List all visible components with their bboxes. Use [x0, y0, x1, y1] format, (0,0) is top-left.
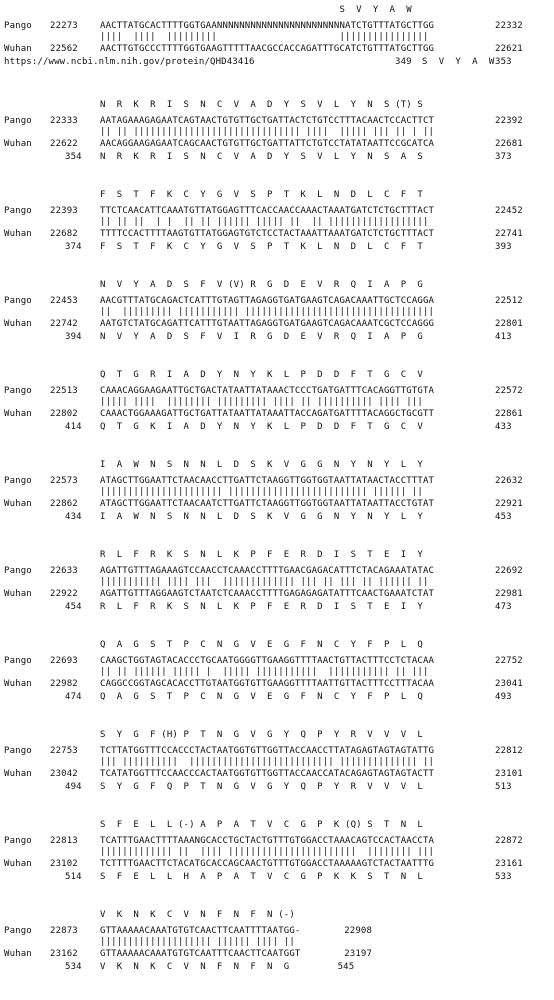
- query-sequence: AACTTATGCACTTTTGGTGAANNNNNNNNNNNNNNNNNNNNNNNATCTGTTTATGCTTGG: [100, 21, 435, 31]
- subject-end: 23101: [495, 769, 523, 779]
- subject-start: 23102: [50, 859, 78, 869]
- query-start: 22513: [50, 386, 78, 396]
- subject-label: Wuhan: [4, 409, 32, 419]
- query-translation: V K N K C V N F N F N (-): [100, 910, 295, 920]
- query-label: Pango: [4, 386, 32, 396]
- query-start: 22273: [50, 21, 78, 31]
- match-line: |||||||||||||||||||||| ||||||||||||||||||||||||| |||||| ||: [100, 487, 423, 497]
- subject-start: 23162: [50, 949, 78, 959]
- query-start: 22693: [50, 656, 78, 666]
- query-translation: Q A G S T P C N G V E G F N C Y F P L Q: [100, 640, 423, 650]
- subject-aa-end: 373: [495, 152, 512, 162]
- query-translation: N R K R I S N C V A D Y S V L Y N S (T) S: [100, 100, 423, 110]
- subject-sequence: AGATTGTTTAGGAAGTCTAATCTCAAACCTTTTGAGAGAGATATTTCAACTGAAATCTAT: [100, 589, 435, 599]
- query-start: 22453: [50, 296, 78, 306]
- query-label: Pango: [4, 656, 32, 666]
- subject-aa-end: 533: [495, 872, 512, 882]
- query-end: 22572: [495, 386, 523, 396]
- query-end: 22692: [495, 566, 523, 576]
- match-line: || || |||||| ||||| | ||||| ||||||||||| ||||||||||| || |||: [100, 667, 429, 677]
- query-label: Pango: [4, 836, 32, 846]
- query-translation: S V Y A W: [100, 5, 412, 15]
- subject-sequence: GTTAAAAACAAATGTGTCAATTTCAACTTCAATGGT: [100, 949, 301, 959]
- subject-label: Wuhan: [4, 859, 32, 869]
- subject-translation: V K N K C V N F N F N G: [100, 962, 290, 972]
- query-translation: R L F R K S N L K P F E R D I S T E I Y: [100, 550, 423, 560]
- query-start: 22633: [50, 566, 78, 576]
- query-sequence: GTTAAAAACAAATGTGTCAACTTCAATTTTAATGG-: [100, 926, 301, 936]
- subject-end: 22921: [495, 499, 523, 509]
- subject-aa-start: 534: [65, 962, 82, 972]
- subject-aa-start: 349: [395, 57, 412, 67]
- subject-aa-end: 493: [495, 692, 512, 702]
- subject-end: 23197: [344, 949, 373, 959]
- subject-end: 22681: [495, 139, 523, 149]
- query-end: 22452: [495, 206, 523, 216]
- subject-sequence: AACTTGTGCCCTTTTGGTGAAGTTTTTAACGCCACCAGATTTGCATCTGTTTATGCTTGG: [100, 44, 435, 54]
- query-label: Pango: [4, 296, 32, 306]
- query-end: 22812: [495, 746, 523, 756]
- subject-translation: Q A G S T P C N G V E G F N C Y F P L Q: [100, 692, 423, 702]
- query-label: Pango: [4, 116, 32, 126]
- subject-aa-start: 414: [65, 422, 82, 432]
- subject-aa-start: 454: [65, 602, 82, 612]
- query-start: 22813: [50, 836, 78, 846]
- subject-end: 23161: [495, 859, 523, 869]
- query-sequence: TCTTATGGTTTCCACCCTACTAATGGTGTTGGTTACCAACCTTATAGAGTAGTAGTATTG: [100, 746, 435, 756]
- subject-start: 22802: [50, 409, 78, 419]
- query-translation: N V Y A D S F V (V) R G D E V R Q I A P G: [100, 280, 423, 290]
- subject-start: 22742: [50, 319, 78, 329]
- subject-aa-start: 494: [65, 782, 82, 792]
- query-label: Pango: [4, 566, 32, 576]
- subject-aa-end: 353: [495, 57, 512, 67]
- subject-start: 22862: [50, 499, 78, 509]
- subject-translation: N R K R I S N C V A D Y S V L Y N S A S: [100, 152, 423, 162]
- subject-label: Wuhan: [4, 949, 32, 959]
- subject-aa-end: 473: [495, 602, 512, 612]
- query-label: Pango: [4, 746, 32, 756]
- subject-start: 22982: [50, 679, 78, 689]
- subject-translation: S Y G F Q P T N G V G Y Q P Y R V V V L: [100, 782, 423, 792]
- subject-sequence: CAAACTGGAAAGATTGCTGATTATAATTATAAATTACCAGATGATTTTACAGGCTGCGTT: [100, 409, 435, 419]
- query-end: 22512: [495, 296, 523, 306]
- match-line: |||| |||| ||||||||| ||||||||||||||||: [100, 32, 429, 42]
- subject-end: 22801: [495, 319, 523, 329]
- subject-label: Wuhan: [4, 499, 32, 509]
- subject-aa-end: 413: [495, 332, 512, 342]
- subject-end: 22981: [495, 589, 523, 599]
- subject-start: 22922: [50, 589, 78, 599]
- subject-translation: S V Y A W: [422, 57, 495, 67]
- query-translation: I A W N S N N L D S K V G G N Y N Y L Y: [100, 460, 423, 470]
- query-sequence: TCATTTGAACTTTTAAANGCACCTGCTACTGTTTGTGGACCTAAACAGTCCACTAACCTA: [100, 836, 435, 846]
- subject-translation: S F E L L H A P A T V C G P K K S T N L: [100, 872, 423, 882]
- query-label: Pango: [4, 476, 32, 486]
- subject-start: 22682: [50, 229, 78, 239]
- subject-aa-end: 433: [495, 422, 512, 432]
- match-line: ||| |||||||||| |||||||||||||||||||||||||| |||||||||||||| ||: [100, 757, 435, 767]
- subject-label: Wuhan: [4, 139, 32, 149]
- query-translation: S Y G F (H) P T N G V G Y Q P Y R V V V L: [100, 730, 423, 740]
- match-line: || || |||||||||||||||||||||||||||||| |||| ||||| ||| || | ||: [100, 127, 435, 137]
- match-line: ||||||||||| |||| ||| ||||||||||||| ||| || ||| || |||||| ||: [100, 577, 429, 587]
- query-translation: Q T G R I A D Y N Y K L P D D F T G C V: [100, 370, 423, 380]
- query-end: 22632: [495, 476, 523, 486]
- subject-label: Wuhan: [4, 679, 32, 689]
- subject-label: Wuhan: [4, 589, 32, 599]
- subject-start: 22622: [50, 139, 78, 149]
- subject-end: 22741: [495, 229, 523, 239]
- query-label: Pango: [4, 21, 32, 31]
- subject-translation: R L F R K S N L K P F E R D I S T E I Y: [100, 602, 423, 612]
- query-end: 22908: [344, 926, 373, 936]
- query-translation: S F E L L (-) A P A T V C G P K (Q) S T N L: [100, 820, 423, 830]
- subject-label: Wuhan: [4, 769, 32, 779]
- subject-aa-start: 354: [65, 152, 82, 162]
- subject-end: 22621: [495, 44, 523, 54]
- subject-sequence: TTTTCCACTTTTAAGTGTTATGGAGTGTCTCCTACTAAATTAAATGATCTCTGCTTTACT: [100, 229, 435, 239]
- subject-sequence: TCTTTTGAACTTCTACATGCACCAGCAACTGTTTGTGGACCTAAAAAGTCTACTAATTTG: [100, 859, 435, 869]
- subject-sequence: ATAGCTTGGAATTCTAACAATCTTGATTCTAAGGTTGGTGGTAATTATAATTACCTGTAT: [100, 499, 435, 509]
- query-sequence: AATAGAAAGAGAATCAGTAACTGTGTTGCTGATTACTCTGTCCTTTACAACTCCACTTCT: [100, 116, 435, 126]
- query-start: 22573: [50, 476, 78, 486]
- query-sequence: ATAGCTTGGAATTCTAACAACCTTGATTCTAAGGTTGGTGGTAATTATAACTACCTTTAT: [100, 476, 435, 486]
- query-end: 22392: [495, 116, 523, 126]
- subject-label: Wuhan: [4, 44, 32, 54]
- subject-aa-end: 513: [495, 782, 512, 792]
- query-label: Pango: [4, 206, 32, 216]
- subject-aa-start: 434: [65, 512, 82, 522]
- subject-aa-end: 545: [337, 962, 355, 972]
- query-translation: F S T F K C Y G V S P T K L N D L C F T: [100, 190, 423, 200]
- query-start: 22393: [50, 206, 78, 216]
- query-start: 22753: [50, 746, 78, 756]
- query-label: Pango: [4, 926, 32, 936]
- query-sequence: TTCTCAACATTCAAATGTTATGGAGTTTCACCAACCAAACTAAATGATCTCTGCTTTACT: [100, 206, 435, 216]
- subject-sequence: AACAGGAAGAGAATCAGCAACTGTGTTGCTGATTATTCTGTCCTATATAATTCCGCATCA: [100, 139, 435, 149]
- match-line: ||||||||||||| || |||| ||||||||||||||||||||||| |||||||| |||: [100, 847, 435, 857]
- query-sequence: CAAACAGGAAGAATTGCTGACTATAATTATAAACTCCCTGATGATTTCACAGGTTGTGTA: [100, 386, 435, 396]
- query-end: 22752: [495, 656, 523, 666]
- match-line: ||||| |||| |||||||| ||||||||| |||| || |||||||||| |||| |||: [100, 397, 423, 407]
- query-start: 22333: [50, 116, 78, 126]
- query-end: 22332: [495, 21, 523, 31]
- subject-aa-end: 453: [495, 512, 512, 522]
- subject-sequence: AATGTCTATGCAGATTCATTTGTAATTAGAGGTGATGAAGTCAGACAAATCGCTCCAGGG: [100, 319, 435, 329]
- subject-translation: I A W N S N N L D S K V G G N Y N Y L Y: [100, 512, 423, 522]
- subject-aa-start: 514: [65, 872, 82, 882]
- match-line: |||||||||||||||||||| |||||| |||| ||: [100, 937, 295, 947]
- subject-sequence: TCATATGGTTTCCAACCCACTAATGGTGTTGGTTACCAACCATACAGAGTAGTAGTACTT: [100, 769, 435, 779]
- match-line: || || || | | || || |||||| ||||| || || ||||||||||||||||||: [100, 217, 429, 227]
- query-end: 22872: [495, 836, 523, 846]
- query-sequence: AGATTGTTTAGAAAGTCCAACCTCAAACCTTTTGAACGAGACATTTCTACAGAAATATAC: [100, 566, 435, 576]
- subject-translation: F S T F K C Y G V S P T K L N D L C F T: [100, 242, 423, 252]
- subject-translation: N V Y A D S F V I R G D E V R Q I A P G: [100, 332, 423, 342]
- query-sequence: CAAGCTGGTAGTACACCCTGCAATGGGGTTGAAGGTTTTAACTGTTACTTTCCTCTACAA: [100, 656, 435, 666]
- subject-aa-start: 374: [65, 242, 82, 252]
- subject-translation: Q T G K I A D Y N Y K L P D D F T G C V: [100, 422, 423, 432]
- subject-label: Wuhan: [4, 229, 32, 239]
- query-sequence: AACGTTTATGCAGACTCATTTGTAGTTAGAGGTGATGAAGTCAGACAAATTGCTCCAGGA: [100, 296, 435, 306]
- subject-aa-end: 393: [495, 242, 512, 252]
- protein-link: https://www.ncbi.nlm.nih.gov/protein/QHD43416: [4, 57, 255, 67]
- subject-aa-start: 394: [65, 332, 82, 342]
- subject-sequence: CAGGCCGGTAGCACACCTTGTAATGGTGTTGAAGGTTTTAATTGTTACTTTCCTTTACAA: [100, 679, 435, 689]
- subject-label: Wuhan: [4, 319, 32, 329]
- match-line: || ||||||||| ||||||||||| ||||||||||||||||||||||||||||||||||: [100, 307, 435, 317]
- subject-aa-start: 474: [65, 692, 82, 702]
- subject-end: 23041: [495, 679, 523, 689]
- subject-start: 23042: [50, 769, 78, 779]
- subject-end: 22861: [495, 409, 523, 419]
- subject-start: 22562: [50, 44, 78, 54]
- query-start: 22873: [50, 926, 78, 936]
